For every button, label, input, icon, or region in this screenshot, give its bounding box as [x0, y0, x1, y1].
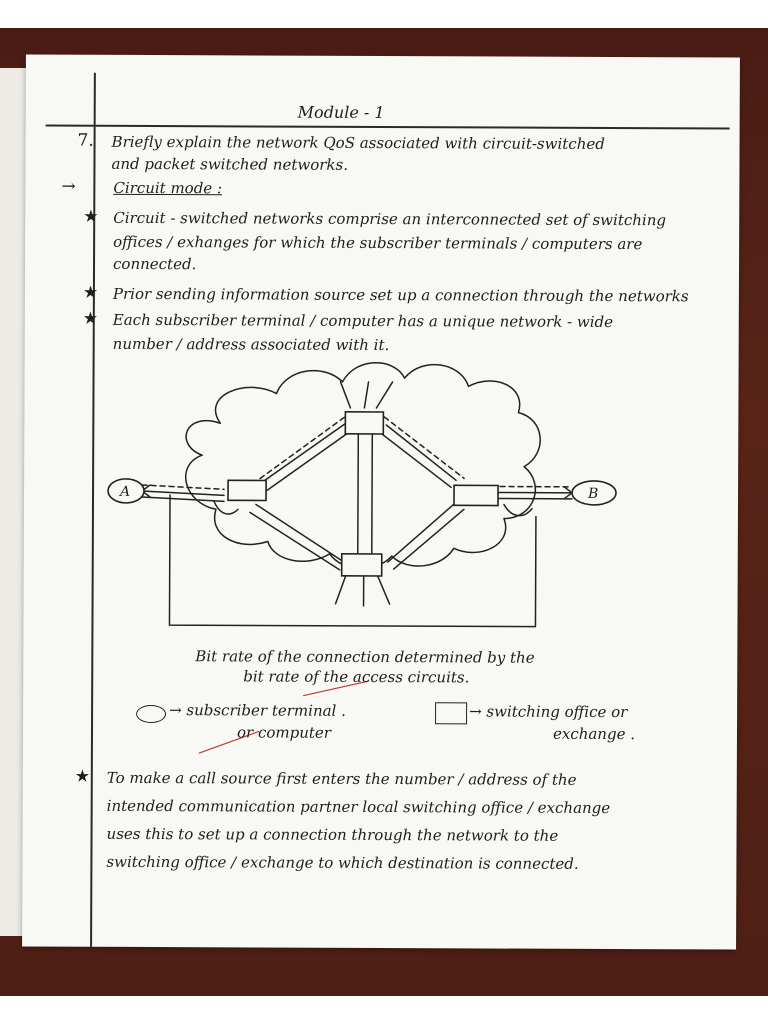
star-bullet-icon: ★ — [82, 308, 99, 329]
node-b-label: B — [588, 485, 599, 502]
diagram-caption-line-1: Bit rate of the connection determined by the — [195, 647, 535, 667]
final-line-2: intended communication partner local switching office / exchange — [106, 796, 611, 818]
switch-top — [345, 412, 383, 434]
point-3-line-1: Each subscriber terminal / computer has a unique network - wide — [112, 310, 614, 332]
legend-subscriber-line-2: or computer — [236, 723, 332, 742]
legend-switch-line-2: exchange . — [552, 724, 636, 744]
legend-subscriber-line-1: → subscriber terminal . — [169, 701, 346, 720]
switch-right — [454, 485, 498, 505]
final-line-4: switching office / exchange to which destination is connected. — [106, 852, 579, 873]
question-number: 7. — [77, 130, 94, 151]
final-line-3: uses this to set up a connection through the network to the — [106, 824, 559, 845]
diagram-caption-line-2: bit rate of the access circuits. — [243, 667, 470, 687]
point-2-line-1: Prior sending information source set up a connection through the networks — [112, 284, 689, 306]
switch-legend-symbol — [435, 702, 467, 724]
star-bullet-icon: ★ — [74, 766, 91, 787]
node-a-label: A — [120, 483, 131, 500]
network-cloud — [185, 362, 540, 569]
point-1-line-1: Circuit - switched networks comprise an interconnected set of switching — [113, 208, 667, 230]
point-1-line-2: offices / exhanges for which the subscriber terminals / computers are — [113, 232, 643, 254]
legend-switch-line-1: → switching office or — [469, 702, 628, 722]
point-1-line-3: connected. — [112, 254, 197, 274]
subscriber-legend-symbol — [136, 705, 166, 723]
final-line-1: To make a call source first enters the number / address of the — [106, 768, 577, 789]
star-bullet-icon: ★ — [82, 282, 99, 303]
star-bullet-icon: ★ — [83, 206, 99, 227]
switch-bottom — [342, 554, 382, 576]
notebook-page — [22, 54, 740, 949]
module-title: Module - 1 — [297, 102, 385, 123]
switch-left — [228, 480, 266, 500]
section-heading: Circuit mode : — [113, 178, 223, 198]
point-3-line-2: number / address associated with it. — [112, 334, 390, 355]
question-line-2: and packet switched networks. — [111, 154, 349, 174]
question-line-1: Briefly explain the network QoS associated with circuit-switched — [111, 132, 605, 153]
arrow-icon: → — [61, 176, 76, 197]
